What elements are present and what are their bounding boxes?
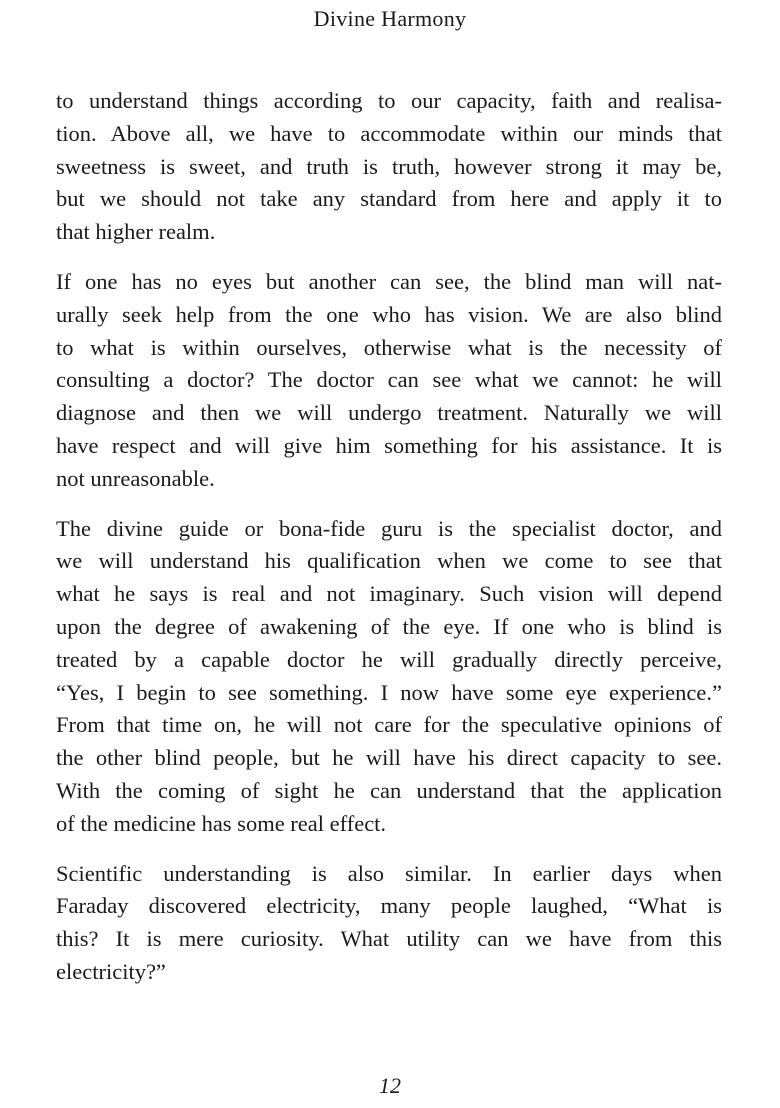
text-line: upon the degree of awakening of the eye. If one who is blind is xyxy=(56,613,722,639)
text-line: what he says is real and not imaginary. Such vision will depend xyxy=(56,581,722,607)
text-line: the other blind people, but he will have his direct capacity to see. xyxy=(56,745,722,771)
paragraph-3 xyxy=(56,513,722,841)
text-line: Scientific understanding is also similar. In earlier days when xyxy=(56,860,722,886)
text-line: “Yes, I begin to see something. I now have some eye experience.” xyxy=(56,679,722,705)
text-line: sweetness is sweet, and truth is truth, however strong it may be, xyxy=(56,153,722,179)
text-line: we will understand his qualification when we come to see that xyxy=(56,548,722,574)
text-line: Faraday discovered electricity, many people laughed, “What is xyxy=(56,893,722,919)
text-line: The divine guide or bona-fide guru is the specialist doctor, and xyxy=(56,515,722,541)
text-line: electricity?” xyxy=(56,958,166,984)
text-line: tion. Above all, we have to accommodate within our minds that xyxy=(56,120,722,146)
text-line: From that time on, he will not care for the speculative opinions of xyxy=(56,712,722,738)
text-line: but we should not take any standard from here and apply it to xyxy=(56,186,722,212)
running-head-title: Divine Harmony xyxy=(313,6,467,31)
text-line: diagnose and then we will undergo treatment. Naturally we will xyxy=(56,400,722,426)
paragraph-4 xyxy=(56,858,722,989)
text-line: of the medicine has some real effect. xyxy=(56,810,387,836)
page-number: 12 xyxy=(379,1073,401,1098)
text-line: urally seek help from the one who has vision. We are also blind xyxy=(56,301,722,327)
text-line: consulting a doctor? The doctor can see what we cannot: he will xyxy=(56,367,722,393)
paragraph-2 xyxy=(56,266,722,496)
text-line: that higher realm. xyxy=(56,219,216,245)
text-line: With the coming of sight he can understand that the application xyxy=(56,777,722,803)
text-line: to what is within ourselves, otherwise what is the necessity of xyxy=(56,334,722,360)
text-line: this? It is mere curiosity. What utility can we have from this xyxy=(56,926,722,952)
text-line: If one has no eyes but another can see, the blind man will nat- xyxy=(56,268,722,294)
text-line: treated by a capable doctor he will gradually directly perceive, xyxy=(56,646,722,672)
text-line: have respect and will give him something for his assistance. It is xyxy=(56,432,722,458)
paragraph-1 xyxy=(56,85,722,249)
text-line: to understand things according to our capacity, faith and realisa- xyxy=(56,88,722,113)
body-text xyxy=(56,85,722,1006)
text-line: not unreasonable. xyxy=(56,465,215,491)
